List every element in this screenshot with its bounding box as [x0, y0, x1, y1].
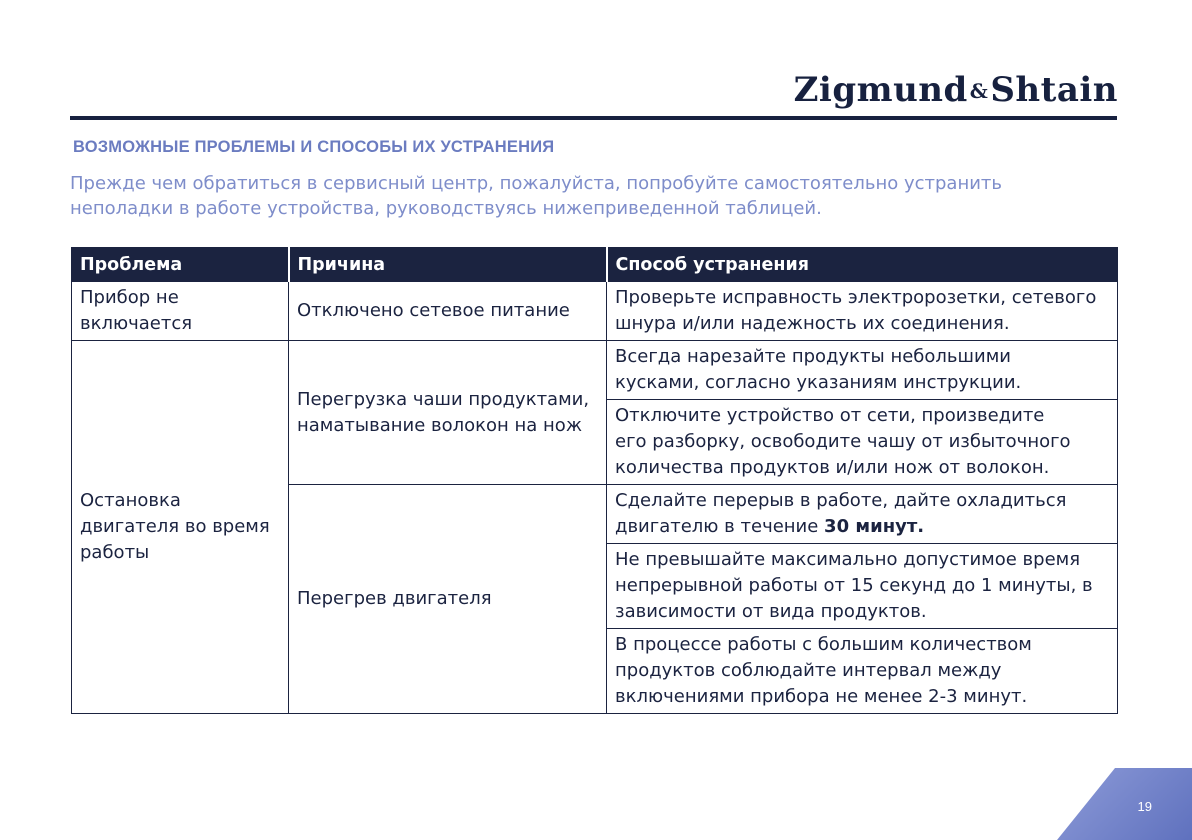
cell-line: Перегрев двигателя: [297, 588, 492, 609]
cell-line: продуктов соблюдайте интервал между: [615, 660, 1002, 681]
table-row: [72, 341, 1118, 400]
problem-cell: [72, 341, 289, 714]
solution-cell: [607, 282, 1118, 341]
cell-line: работы: [80, 542, 150, 563]
cell-line: кусками, согласно указаниям инструкции.: [615, 372, 1022, 393]
cell-line: Остановка: [80, 490, 181, 511]
cell-line: непрерывной работы от 15 секунд до 1 минуты, в: [615, 575, 1093, 596]
header-problem: Проблема: [72, 248, 289, 282]
brand-logo-ampersand: &: [969, 79, 989, 103]
cell-line: Не превышайте максимально допустимое время: [615, 549, 1081, 570]
cell-emphasis: 30 минут.: [824, 516, 925, 537]
header-solution: Способ устранения: [607, 248, 1118, 282]
table-header-row: [72, 248, 1118, 282]
section-title: ВОЗМОЖНЫЕ ПРОБЛЕМЫ И СПОСОБЫ ИХ УСТРАНЕНИЯ: [73, 138, 555, 156]
cell-line: Отключено сетевое питание: [297, 300, 570, 321]
cause-cell: [289, 282, 607, 341]
cell-line: включениями прибора не менее 2-3 минут.: [615, 686, 1028, 707]
solution-cell: [607, 400, 1118, 485]
intro-line: Прежде чем обратиться в сервисный центр, пожалуйста, попробуйте самостоятельно устранить: [70, 173, 1003, 194]
cell-line: Всегда нарезайте продукты небольшими: [615, 346, 1011, 367]
header-cause: Причина: [289, 248, 607, 282]
cell-line: Прибор не: [80, 287, 179, 308]
cause-cell: [289, 485, 607, 714]
page-corner-decoration: [1057, 768, 1192, 840]
intro-line: неполадки в работе устройства, руководствуясь нижеприведенной таблицей.: [70, 198, 822, 219]
troubleshooting-table: [71, 247, 1118, 714]
cell-text: двигателю в течение: [615, 516, 825, 537]
cell-line: [615, 514, 1109, 540]
cell-line: Отключите устройство от сети, произведите: [615, 405, 1045, 426]
header-divider: [70, 116, 1117, 120]
brand-logo: [794, 70, 1118, 110]
problem-cell: [72, 282, 289, 341]
solution-cell: [607, 341, 1118, 400]
cell-line: включается: [80, 313, 193, 334]
cell-line: двигателя во время: [80, 516, 270, 537]
cell-line: Сделайте перерыв в работе, дайте охладиться: [615, 490, 1067, 511]
cell-line: шнура и/или надежность их соединения.: [615, 313, 1010, 334]
brand-logo-right: Shtain: [990, 70, 1118, 110]
cause-cell: [289, 341, 607, 485]
intro-paragraph: [70, 171, 1110, 221]
cell-line: Проверьте исправность электророзетки, сетевого: [615, 287, 1097, 308]
cell-line: наматывание волокон на нож: [297, 414, 583, 436]
brand-logo-left: Zigmund: [793, 70, 968, 110]
cell-line: количества продуктов и/или нож от волокон.: [615, 457, 1050, 478]
page-number: 19: [1137, 799, 1152, 814]
solution-cell: [607, 629, 1118, 714]
solution-cell: [607, 485, 1118, 544]
table-row: [72, 282, 1118, 341]
cell-line: Перегрузка чаши продуктами,: [297, 388, 590, 410]
cell-line: В процессе работы с большим количеством: [615, 634, 1032, 655]
cell-line: его разборку, освободите чашу от избыточного: [615, 431, 1071, 452]
cell-line: зависимости от вида продуктов.: [615, 601, 927, 622]
solution-cell: [607, 544, 1118, 629]
